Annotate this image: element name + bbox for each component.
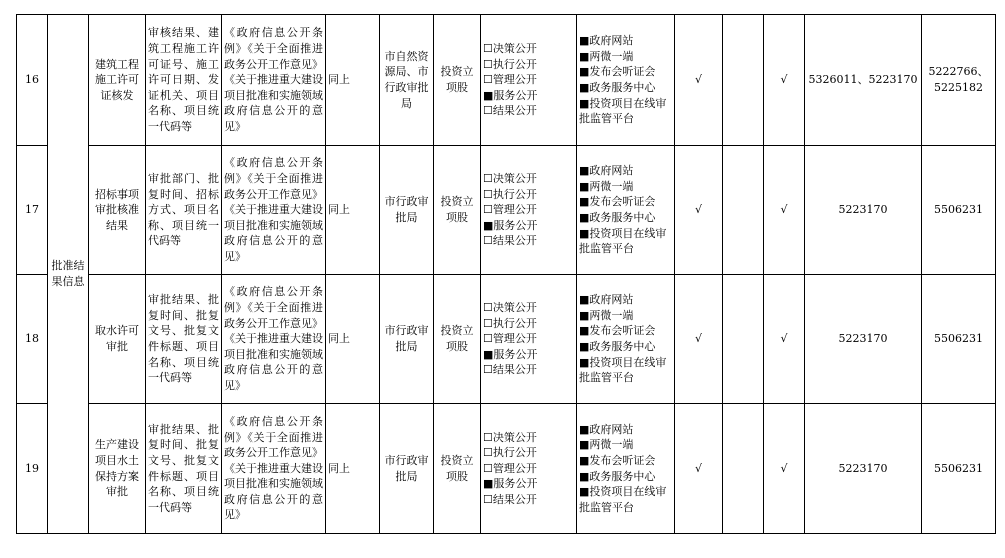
scope-option: ☐执行公开 (483, 316, 537, 330)
disclosure-subject: 市自然资源局、市行政审批局 (380, 15, 434, 146)
disclosure-channels (577, 15, 675, 146)
disclosure-deadline: 同上 (326, 146, 380, 275)
channel-option: ■政府网站 (579, 293, 634, 307)
row-number: 16 (17, 15, 48, 146)
disclosure-channels (577, 404, 675, 534)
scope-option: ■服务公开 (483, 477, 538, 491)
disclosure-deadline: 同上 (326, 15, 380, 146)
check-mark: √ (675, 15, 723, 146)
channel-option: ■两微一端 (579, 308, 634, 322)
phone-1: 5223170 (805, 275, 922, 404)
row-number: 19 (17, 404, 48, 534)
disclosure-channels (577, 275, 675, 404)
check-mark: √ (764, 15, 805, 146)
scope-option: ☐执行公开 (483, 187, 537, 201)
channel-option: ■政府网站 (579, 422, 634, 436)
scope-option: ☐决策公开 (483, 42, 537, 56)
scope-option: ☐结果公开 (483, 234, 537, 248)
channel-option: ■投资项目在线审批监管平台 (579, 96, 667, 126)
disclosure-deadline: 同上 (326, 404, 380, 534)
scope-option: ☐结果公开 (483, 104, 537, 118)
channel-option: ■政务服务中心 (579, 211, 656, 224)
channel-option: ■政务服务中心 (579, 340, 656, 353)
phone-1: 5223170 (805, 146, 922, 275)
table-row (17, 15, 996, 146)
category-cell: 批准结果信息 (48, 15, 89, 534)
disclosure-subject: 市行政审批局 (380, 275, 434, 404)
channel-option: ■投资项目在线审批监管平台 (579, 355, 667, 385)
scope-option: ■服务公开 (483, 88, 538, 102)
check-mark: √ (764, 275, 805, 404)
row-number: 17 (17, 146, 48, 275)
responsible-dept: 投资立项股 (434, 404, 481, 534)
disclosure-scope (481, 146, 577, 275)
disclosure-basis: 《政府信息公开条例》《关于全面推进政务公开工作意见》《关于推进重大建设项目批准和实施领域政府信息公开的意见》 (222, 146, 326, 275)
channel-option: ■两微一端 (579, 179, 634, 193)
disclosure-content: 审核结果、建筑工程施工许可证号、施工许可日期、发证机关、项目名称、项目统一代码等 (146, 15, 222, 146)
scope-option: ☐决策公开 (483, 301, 537, 315)
responsible-dept: 投资立项股 (434, 146, 481, 275)
check-mark: √ (675, 275, 723, 404)
channel-option: ■发布会听证会 (579, 324, 656, 338)
disclosure-basis: 《政府信息公开条例》《关于全面推进政务公开工作意见》《关于推进重大建设项目批准和实施领域政府信息公开的意见》 (222, 15, 326, 146)
phone-1: 5223170 (805, 404, 922, 534)
scope-option: ■服务公开 (483, 218, 538, 232)
channel-option: ■发布会听证会 (579, 453, 656, 467)
table-body (17, 15, 996, 534)
channel-option: ■政务服务中心 (579, 469, 656, 483)
empty-cell (723, 15, 764, 146)
check-mark: √ (675, 404, 723, 534)
disclosure-scope (481, 15, 577, 146)
check-mark: √ (675, 146, 723, 275)
check-mark: √ (764, 404, 805, 534)
phone-1: 5326011、5223170 (805, 15, 922, 146)
disclosure-subject: 市行政审批局 (380, 404, 434, 534)
scope-option: ☐管理公开 (483, 332, 537, 346)
channel-option: ■政务服务中心 (579, 81, 656, 94)
channel-option: ■发布会听证会 (579, 195, 656, 209)
channel-option: ■政府网站 (579, 34, 634, 48)
disclosure-content: 审批结果、批复时间、批复文号、批复文件标题、项目名称、项目统一代码等 (146, 404, 222, 534)
scope-option: ☐结果公开 (483, 492, 537, 506)
scope-option: ■服务公开 (483, 347, 538, 361)
disclosure-channels (577, 146, 675, 275)
channel-option: ■两微一端 (579, 49, 634, 63)
empty-cell (723, 404, 764, 534)
responsible-dept: 投资立项股 (434, 15, 481, 146)
channel-option: ■发布会听证会 (579, 65, 656, 79)
phone-2: 5506231 (922, 275, 996, 404)
table-row (17, 146, 996, 275)
disclosure-content: 审批结果、批复时间、批复文号、批复文件标题、项目名称、项目统一代码等 (146, 275, 222, 404)
disclosure-basis: 《政府信息公开条例》《关于全面推进政务公开工作意见》《关于推进重大建设项目批准和实施领域政府信息公开的意见》 (222, 404, 326, 534)
row-number: 18 (17, 275, 48, 404)
phone-2: 5506231 (922, 146, 996, 275)
disclosure-subject: 市行政审批局 (380, 146, 434, 275)
disclosure-scope (481, 404, 577, 534)
disclosure-content: 审批部门、批复时间、招标方式、项目名称、项目统一代码等 (146, 146, 222, 275)
table-row (17, 275, 996, 404)
check-mark: √ (764, 146, 805, 275)
empty-cell (723, 146, 764, 275)
scope-option: ☐执行公开 (483, 446, 537, 460)
disclosure-basis: 《政府信息公开条例》《关于全面推进政务公开工作意见》《关于推进重大建设项目批准和实施领域政府信息公开的意见》 (222, 275, 326, 404)
empty-cell (723, 275, 764, 404)
channel-option: ■政府网站 (579, 164, 634, 178)
item-name: 生产建设项目水土保持方案审批 (89, 404, 146, 534)
item-name: 建筑工程施工许可证核发 (89, 15, 146, 146)
channel-option: ■投资项目在线审批监管平台 (579, 485, 667, 514)
item-name: 取水许可审批 (89, 275, 146, 404)
scope-option: ☐决策公开 (483, 430, 537, 444)
channel-option: ■投资项目在线审批监管平台 (579, 226, 667, 256)
scope-option: ☐管理公开 (483, 203, 537, 217)
disclosure-scope (481, 275, 577, 404)
phone-2: 5222766、5225182 (922, 15, 996, 146)
scope-option: ☐执行公开 (483, 57, 537, 71)
scope-option: ☐管理公开 (483, 461, 537, 475)
disclosure-deadline: 同上 (326, 275, 380, 404)
disclosure-table (16, 14, 996, 534)
table-row (17, 404, 996, 534)
scope-option: ☐决策公开 (483, 172, 537, 186)
channel-option: ■两微一端 (579, 438, 634, 452)
scope-option: ☐结果公开 (483, 363, 537, 377)
scope-option: ☐管理公开 (483, 73, 537, 87)
responsible-dept: 投资立项股 (434, 275, 481, 404)
phone-2: 5506231 (922, 404, 996, 534)
item-name: 招标事项审批核准结果 (89, 146, 146, 275)
